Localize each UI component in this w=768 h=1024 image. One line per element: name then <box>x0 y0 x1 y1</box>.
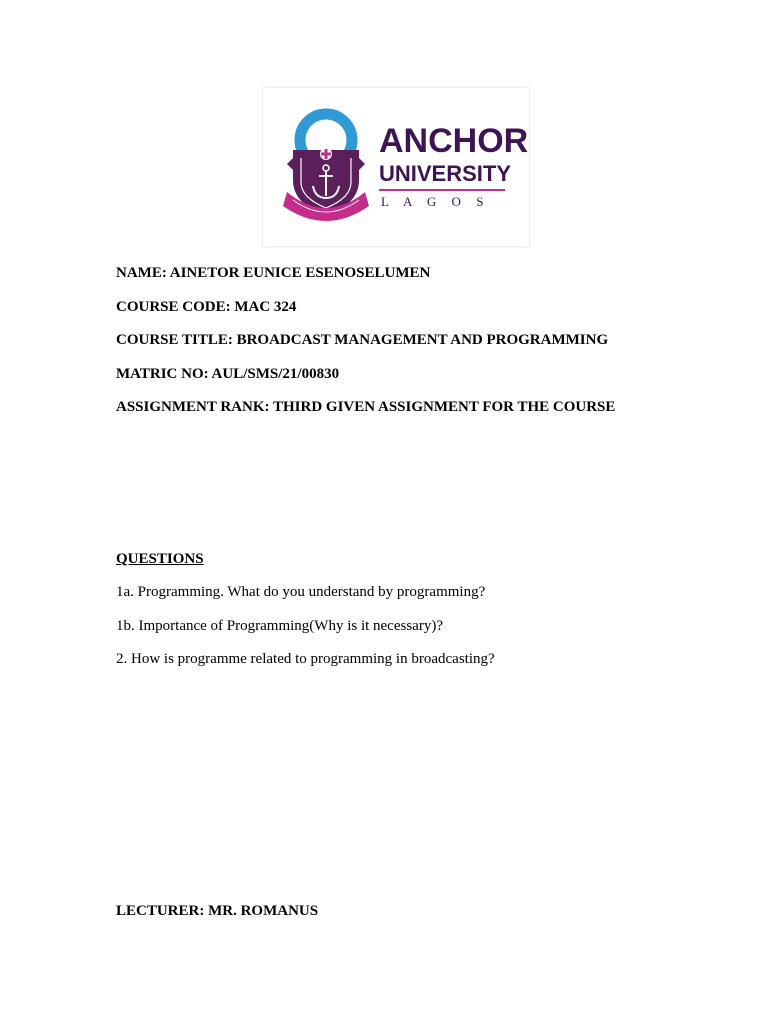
logo-wordmark-line2: UNIVERSITY <box>379 161 512 186</box>
logo-wordmark-line1: ANCHOR <box>379 122 529 160</box>
course-code: COURSE CODE: MAC 324 <box>116 299 297 315</box>
questions-heading: QUESTIONS <box>116 551 204 567</box>
question-item: 1b. Importance of Programming(Why is it necessary)? <box>116 618 443 634</box>
logo-wordmark-line3: L A G O S <box>381 194 490 209</box>
university-logo <box>263 88 529 246</box>
course-title: COURSE TITLE: BROADCAST MANAGEMENT AND PROGRAMMING <box>116 332 609 348</box>
logo-divider <box>379 189 505 191</box>
matric-number: MATRIC NO: AUL/SMS/21/00830 <box>116 366 340 382</box>
student-name: NAME: AINETOR EUNICE ESENOSELUMEN <box>116 265 431 281</box>
assignment-rank: ASSIGNMENT RANK: THIRD GIVEN ASSIGNMENT FOR THE COURSE <box>116 399 616 415</box>
lecturer-name: LECTURER: MR. ROMANUS <box>116 903 319 919</box>
question-item: 2. How is programme related to programming in broadcasting? <box>116 651 495 667</box>
question-item: 1a. Programming. What do you understand by programming? <box>116 584 486 600</box>
